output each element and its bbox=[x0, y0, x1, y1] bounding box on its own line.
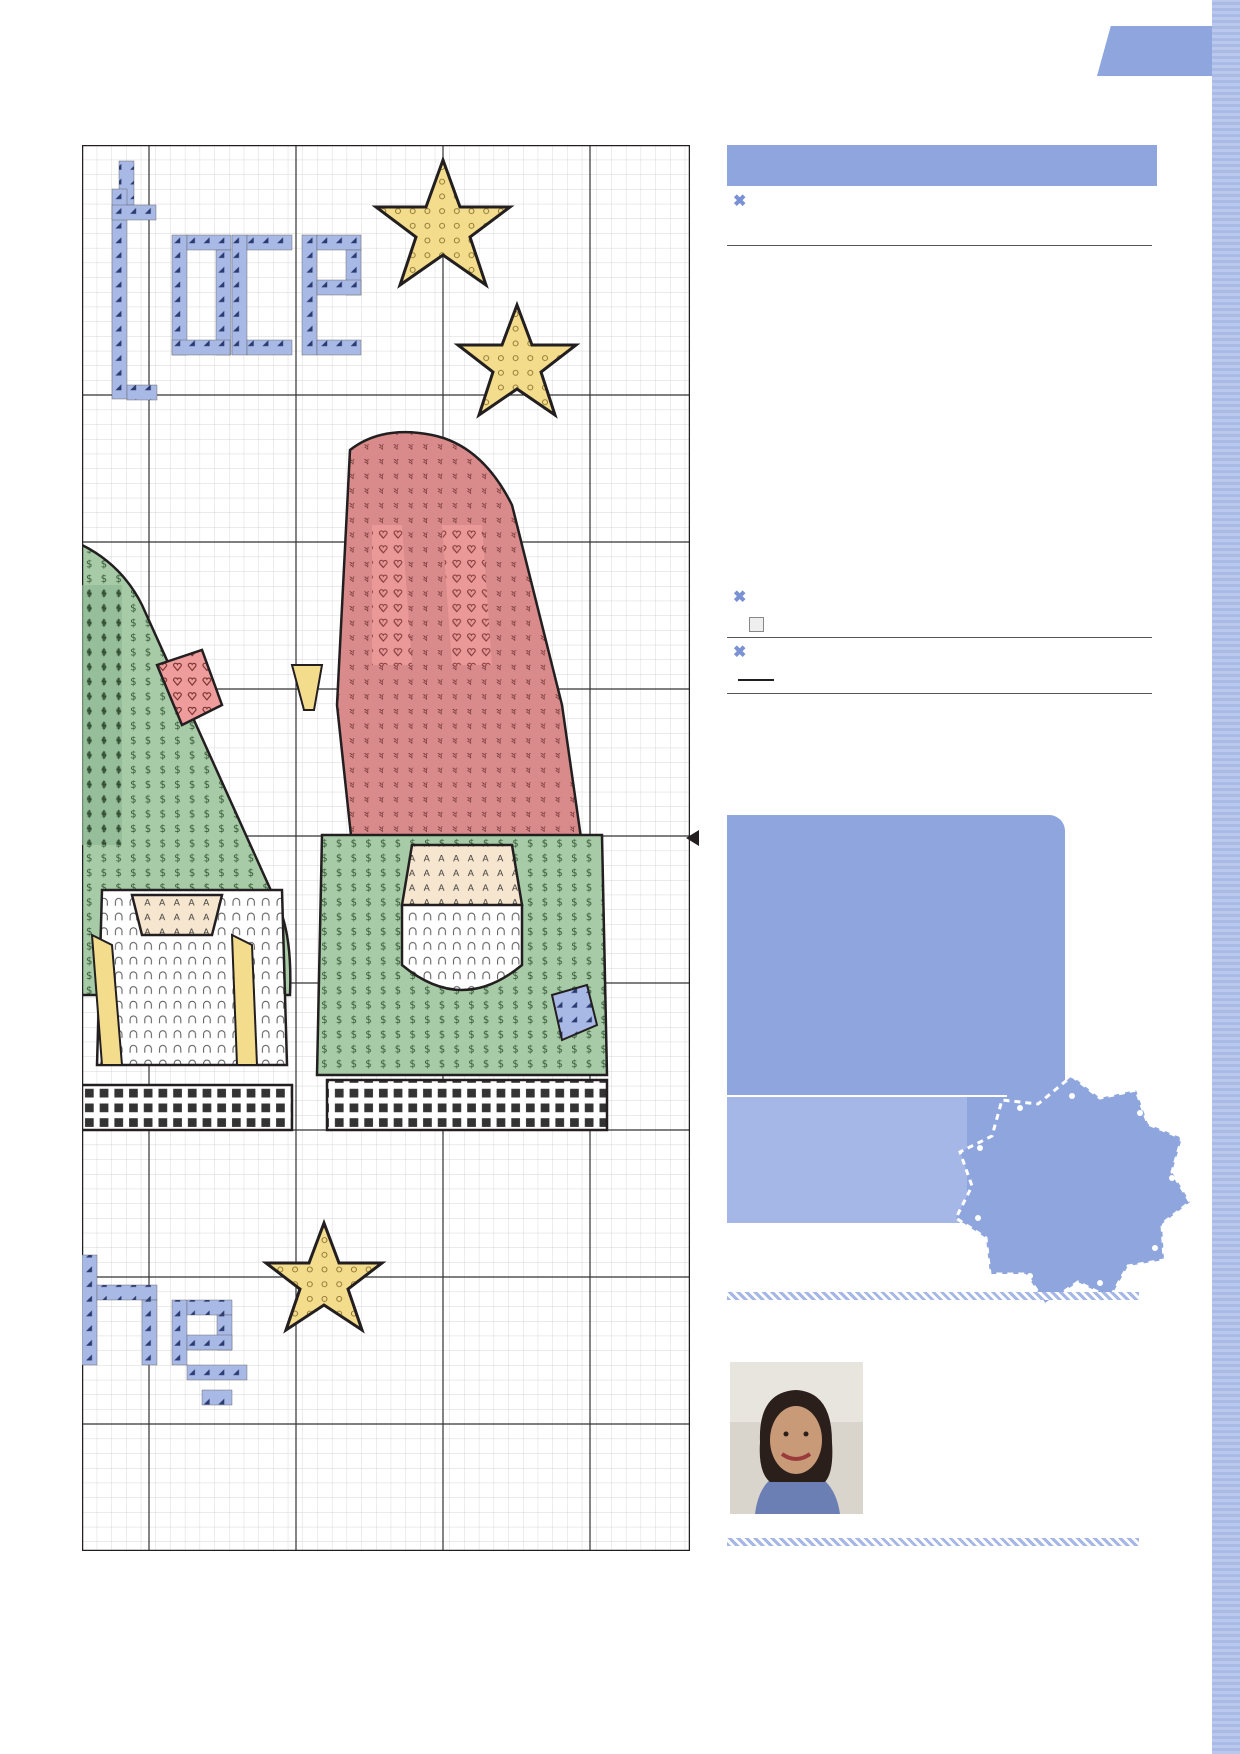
key-section-two-strands bbox=[733, 191, 750, 211]
table-row bbox=[727, 610, 1152, 638]
col-madeira bbox=[931, 216, 1013, 246]
reader-top-divider bbox=[727, 1292, 1139, 1300]
header-tab bbox=[1097, 26, 1212, 76]
table-row bbox=[727, 666, 1152, 694]
col-anchor bbox=[851, 216, 931, 246]
key-name bbox=[1005, 610, 1152, 638]
cross-icon: ✖ bbox=[733, 589, 747, 606]
cross-icon: ✖ bbox=[733, 193, 747, 210]
key-dmc bbox=[785, 666, 847, 694]
backstitch-line-icon bbox=[738, 679, 774, 681]
key-section-backstitch bbox=[733, 642, 750, 662]
key-anchor bbox=[847, 666, 925, 694]
cost-box bbox=[727, 1095, 967, 1223]
col-name bbox=[1013, 216, 1152, 246]
key-madeira bbox=[925, 666, 1005, 694]
badge-shape bbox=[956, 1076, 1190, 1304]
key-dmc bbox=[785, 610, 847, 638]
key-section-one-strand bbox=[733, 587, 750, 607]
key-title bbox=[727, 145, 1157, 186]
key-symbol bbox=[727, 610, 785, 638]
key-table bbox=[727, 216, 1152, 246]
col-symbol bbox=[727, 216, 787, 246]
key-table-header bbox=[727, 216, 1152, 246]
chart-centre-arrow bbox=[686, 830, 699, 846]
key-anchor bbox=[847, 610, 925, 638]
reader-photo bbox=[730, 1362, 863, 1514]
cross-stitch-chart bbox=[82, 145, 690, 1551]
key-symbol bbox=[727, 666, 785, 694]
cross-icon: ✖ bbox=[733, 644, 747, 661]
col-dmc bbox=[787, 216, 851, 246]
key-backstitch-table bbox=[727, 666, 1152, 694]
key-one-strand-table bbox=[727, 610, 1152, 638]
key-madeira bbox=[925, 610, 1005, 638]
swatch-icon bbox=[749, 617, 764, 632]
top-tip-badge bbox=[950, 1068, 1195, 1313]
reader-bottom-divider bbox=[727, 1538, 1139, 1546]
key-name bbox=[1005, 666, 1152, 694]
page-edge-strip bbox=[1212, 0, 1240, 1754]
